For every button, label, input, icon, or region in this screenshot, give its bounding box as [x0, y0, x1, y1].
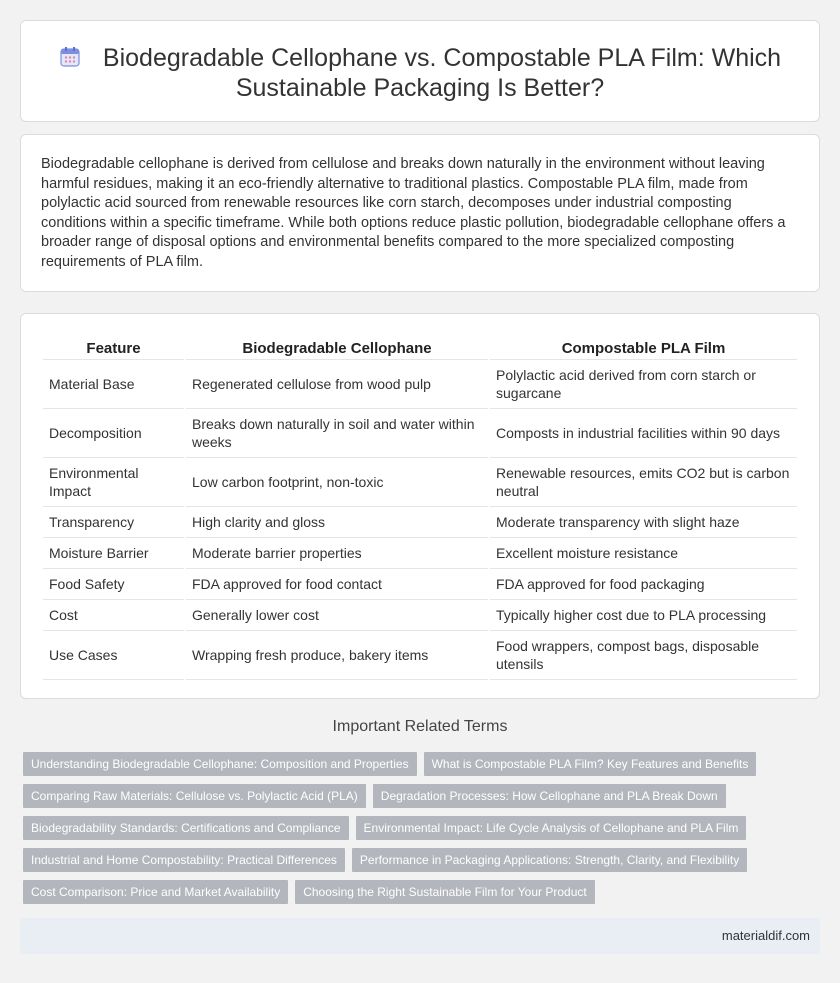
related-terms-tags — [23, 752, 823, 912]
table-row — [43, 569, 797, 600]
header-feature: Feature — [43, 334, 184, 360]
feature-cell: Food Safety — [43, 569, 184, 600]
feature-cell: Moisture Barrier — [43, 538, 184, 569]
feature-cell: Use Cases — [43, 631, 184, 680]
pla-cell: Composts in industrial facilities within 90 days — [490, 409, 797, 458]
related-term-tag[interactable]: Understanding Biodegradable Cellophane: Composition and Properties — [23, 752, 417, 776]
cellophane-cell: Generally lower cost — [186, 600, 488, 631]
pla-cell: Polylactic acid derived from corn starch or sugarcane — [490, 360, 797, 409]
footer-site-link[interactable]: materialdif.com — [721, 928, 810, 943]
intro-paragraph: Biodegradable cellophane is derived from cellulose and breaks down naturally in the environment without leaving harmful residues, making it an eco-friendly alternative to traditional plastics. Compostable PLA film, made from polylactic acid sourced from renewable resources like corn starch, decomposes under industrial composting conditions within a specific timeframe. While both options reduce plastic pollution, biodegradable cellophane offers a broader range of disposal options and environmental benefits compared to the more specialized composting requirements of PLA film. — [41, 156, 786, 270]
related-term-tag[interactable]: Comparing Raw Materials: Cellulose vs. Polylactic Acid (PLA) — [23, 784, 366, 808]
title-line-2: Sustainable Packaging Is Better? — [235, 74, 605, 102]
related-term-tag[interactable]: Environmental Impact: Life Cycle Analysis of Cellophane and PLA Film — [356, 816, 747, 840]
header-cellophane: Biodegradable Cellophane — [186, 334, 488, 360]
table-row — [43, 409, 797, 458]
feature-cell: Decomposition — [43, 409, 184, 458]
header-card — [20, 20, 820, 122]
related-term-tag[interactable]: Choosing the Right Sustainable Film for Your Product — [295, 880, 595, 904]
cellophane-cell: Wrapping fresh produce, bakery items — [186, 631, 488, 680]
cellophane-cell: Low carbon footprint, non-toxic — [186, 458, 488, 507]
table-header-row — [43, 334, 797, 360]
feature-cell: Environmental Impact — [43, 458, 184, 507]
feature-cell: Material Base — [43, 360, 184, 409]
table-row — [43, 538, 797, 569]
table-row — [43, 458, 797, 507]
cellophane-cell: FDA approved for food contact — [186, 569, 488, 600]
feature-cell: Cost — [43, 600, 184, 631]
comparison-table-card — [20, 313, 820, 699]
table-row — [43, 631, 797, 680]
related-term-tag[interactable]: Industrial and Home Compostability: Practical Differences — [23, 848, 345, 872]
footer — [20, 918, 820, 954]
table-row — [43, 600, 797, 631]
calendar-icon — [59, 46, 81, 68]
pla-cell: Renewable resources, emits CO2 but is carbon neutral — [490, 458, 797, 507]
pla-cell: Excellent moisture resistance — [490, 538, 797, 569]
feature-cell: Transparency — [43, 507, 184, 538]
cellophane-cell: Breaks down naturally in soil and water within weeks — [186, 409, 488, 458]
title-line-1: Biodegradable Cellophane vs. Compostable PLA Film: Which — [102, 44, 782, 72]
cellophane-cell: Moderate barrier properties — [186, 538, 488, 569]
pla-cell: Food wrappers, compost bags, disposable utensils — [490, 631, 797, 680]
table-row — [43, 360, 797, 409]
pla-cell: Moderate transparency with slight haze — [490, 507, 797, 538]
related-terms-title: Important Related Terms — [332, 718, 508, 735]
pla-cell: Typically higher cost due to PLA processing — [490, 600, 797, 631]
related-term-tag[interactable]: What is Compostable PLA Film? Key Features and Benefits — [424, 752, 757, 776]
table-row — [43, 507, 797, 538]
related-term-tag[interactable]: Performance in Packaging Applications: Strength, Clarity, and Flexibility — [352, 848, 747, 872]
page-title — [21, 43, 819, 103]
related-term-tag[interactable]: Cost Comparison: Price and Market Availability — [23, 880, 288, 904]
comparison-table — [41, 334, 799, 680]
header-pla: Compostable PLA Film — [490, 334, 797, 360]
cellophane-cell: Regenerated cellulose from wood pulp — [186, 360, 488, 409]
intro-card — [20, 134, 820, 292]
pla-cell: FDA approved for food packaging — [490, 569, 797, 600]
related-term-tag[interactable]: Degradation Processes: How Cellophane and PLA Break Down — [373, 784, 726, 808]
related-term-tag[interactable]: Biodegradability Standards: Certifications and Compliance — [23, 816, 349, 840]
cellophane-cell: High clarity and gloss — [186, 507, 488, 538]
